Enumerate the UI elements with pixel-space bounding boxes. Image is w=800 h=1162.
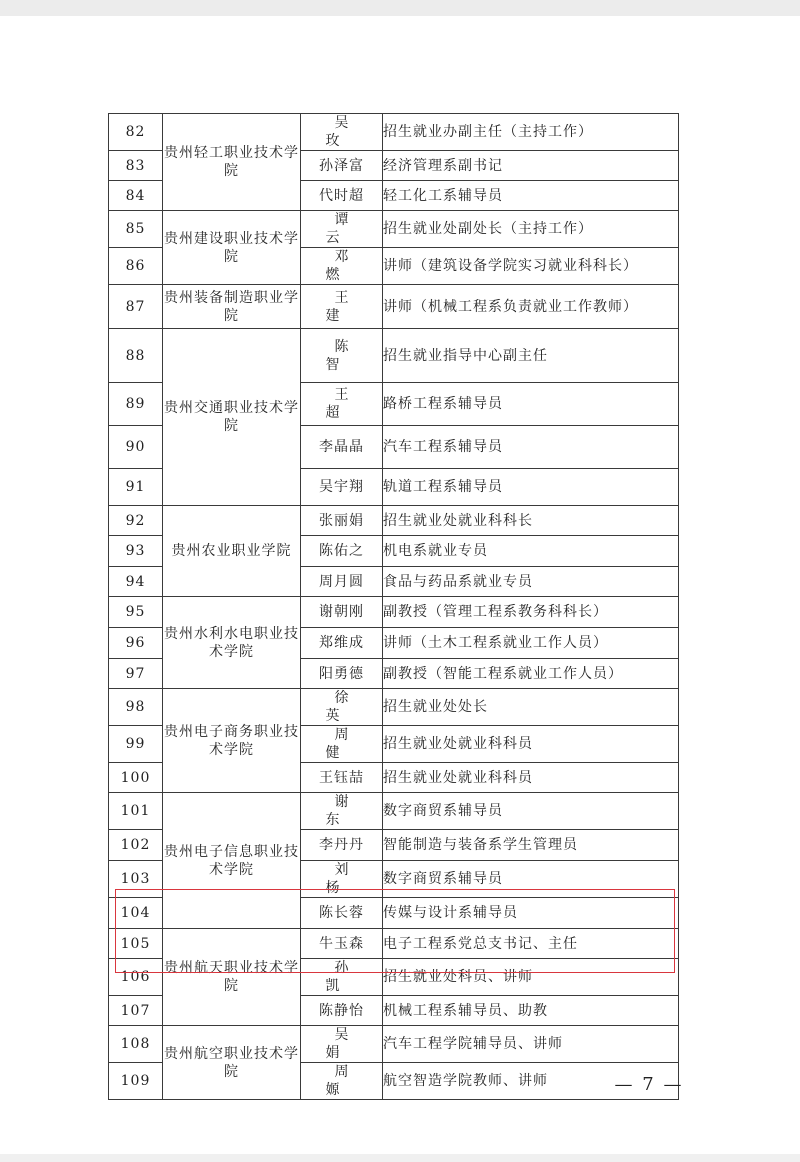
school-name: 贵州轻工职业技术学院 [163, 114, 301, 211]
row-number: 83 [109, 151, 163, 181]
person-name: 陈佑之 [301, 536, 383, 567]
duty-title: 招生就业处就业科科员 [383, 726, 679, 763]
person-name: 代时超 [301, 181, 383, 211]
row-number: 87 [109, 285, 163, 329]
duty-title: 智能制造与装备系学生管理员 [383, 830, 679, 861]
person-name: 王 超 [301, 383, 383, 426]
row-number: 92 [109, 506, 163, 536]
person-name: 陈静怡 [301, 996, 383, 1026]
row-number: 82 [109, 114, 163, 151]
duty-title: 数字商贸系辅导员 [383, 861, 679, 898]
duty-title: 招生就业处副处长（主持工作） [383, 211, 679, 248]
school-name: 贵州建设职业技术学院 [163, 211, 301, 285]
table-row [109, 793, 679, 830]
person-name: 吴 娟 [301, 1026, 383, 1063]
duty-title: 机电系就业专员 [383, 536, 679, 567]
school-name: 贵州水利水电职业技术学院 [163, 597, 301, 689]
school-name: 贵州装备制造职业学院 [163, 285, 301, 329]
duty-title: 汽车工程系辅导员 [383, 426, 679, 469]
row-number: 88 [109, 329, 163, 383]
school-name: 贵州电子商务职业技术学院 [163, 689, 301, 793]
duty-title: 轨道工程系辅导员 [383, 469, 679, 506]
row-number: 86 [109, 248, 163, 285]
table-row [109, 329, 679, 383]
school-name: 贵州农业职业学院 [163, 506, 301, 597]
row-number: 109 [109, 1063, 163, 1100]
row-number: 106 [109, 959, 163, 996]
duty-title: 招生就业处就业科科长 [383, 506, 679, 536]
table-row [109, 285, 679, 329]
row-number: 102 [109, 830, 163, 861]
person-name: 孙泽富 [301, 151, 383, 181]
duty-title: 招生就业处科员、讲师 [383, 959, 679, 996]
row-number: 85 [109, 211, 163, 248]
row-number: 101 [109, 793, 163, 830]
table-row [109, 1026, 679, 1063]
duty-title: 讲师（土木工程系就业工作人员） [383, 628, 679, 659]
duty-title: 副教授（管理工程系教务科科长） [383, 597, 679, 628]
row-number: 95 [109, 597, 163, 628]
person-name: 刘 杨 [301, 861, 383, 898]
person-name: 王 建 [301, 285, 383, 329]
person-name: 谢 东 [301, 793, 383, 830]
person-name: 吴 玫 [301, 114, 383, 151]
row-number: 107 [109, 996, 163, 1026]
row-number: 99 [109, 726, 163, 763]
table-row [109, 929, 679, 959]
row-number: 96 [109, 628, 163, 659]
person-name: 谭 云 [301, 211, 383, 248]
person-name: 周月圆 [301, 567, 383, 597]
duty-title: 讲师（机械工程系负责就业工作教师） [383, 285, 679, 329]
table-row [109, 689, 679, 726]
person-name: 邓 燃 [301, 248, 383, 285]
duty-title: 副教授（智能工程系就业工作人员） [383, 659, 679, 689]
duty-title: 数字商贸系辅导员 [383, 793, 679, 830]
school-name: 贵州电子信息职业技术学院 [163, 793, 301, 929]
table-row [109, 211, 679, 248]
person-name: 周 嫄 [301, 1063, 383, 1100]
duty-title: 电子工程系党总支书记、主任 [383, 929, 679, 959]
row-number: 90 [109, 426, 163, 469]
row-number: 84 [109, 181, 163, 211]
person-name: 李丹丹 [301, 830, 383, 861]
person-name: 郑维成 [301, 628, 383, 659]
page-number: — 7 — [614, 1074, 684, 1095]
row-number: 100 [109, 763, 163, 793]
row-number: 89 [109, 383, 163, 426]
person-name: 李晶晶 [301, 426, 383, 469]
row-number: 93 [109, 536, 163, 567]
duty-title: 招生就业处处长 [383, 689, 679, 726]
school-name: 贵州交通职业技术学院 [163, 329, 301, 506]
duty-title: 经济管理系副书记 [383, 151, 679, 181]
person-name: 王钰喆 [301, 763, 383, 793]
table-row [109, 597, 679, 628]
person-name: 张丽娟 [301, 506, 383, 536]
table-row [109, 114, 679, 151]
duty-title: 汽车工程学院辅导员、讲师 [383, 1026, 679, 1063]
table-row [109, 506, 679, 536]
duty-title: 路桥工程系辅导员 [383, 383, 679, 426]
duty-title: 招生就业办副主任（主持工作） [383, 114, 679, 151]
row-number: 103 [109, 861, 163, 898]
duty-title: 招生就业指导中心副主任 [383, 329, 679, 383]
duty-title: 传媒与设计系辅导员 [383, 898, 679, 929]
row-number: 91 [109, 469, 163, 506]
person-name: 周 健 [301, 726, 383, 763]
person-name: 牛玉森 [301, 929, 383, 959]
person-name: 孙 凯 [301, 959, 383, 996]
row-number: 108 [109, 1026, 163, 1063]
bottom-strip [0, 1154, 800, 1162]
duty-title: 讲师（建筑设备学院实习就业科科长） [383, 248, 679, 285]
row-number: 94 [109, 567, 163, 597]
person-name: 徐 英 [301, 689, 383, 726]
person-name: 吴宇翔 [301, 469, 383, 506]
person-name: 阳勇德 [301, 659, 383, 689]
top-strip [0, 0, 800, 16]
row-number: 98 [109, 689, 163, 726]
row-number: 104 [109, 898, 163, 929]
person-name: 陈 智 [301, 329, 383, 383]
duty-title: 食品与药品系就业专员 [383, 567, 679, 597]
person-name: 谢朝刚 [301, 597, 383, 628]
duty-title: 航空智造学院教师、讲师 [383, 1063, 679, 1100]
person-name: 陈长蓉 [301, 898, 383, 929]
school-name: 贵州航空职业技术学院 [163, 1026, 301, 1100]
row-number: 97 [109, 659, 163, 689]
row-number: 105 [109, 929, 163, 959]
school-name: 贵州航天职业技术学院 [163, 929, 301, 1026]
duty-title: 轻工化工系辅导员 [383, 181, 679, 211]
duty-title: 招生就业处就业科科员 [383, 763, 679, 793]
duty-title: 机械工程系辅导员、助教 [383, 996, 679, 1026]
roster-table [108, 113, 679, 1100]
